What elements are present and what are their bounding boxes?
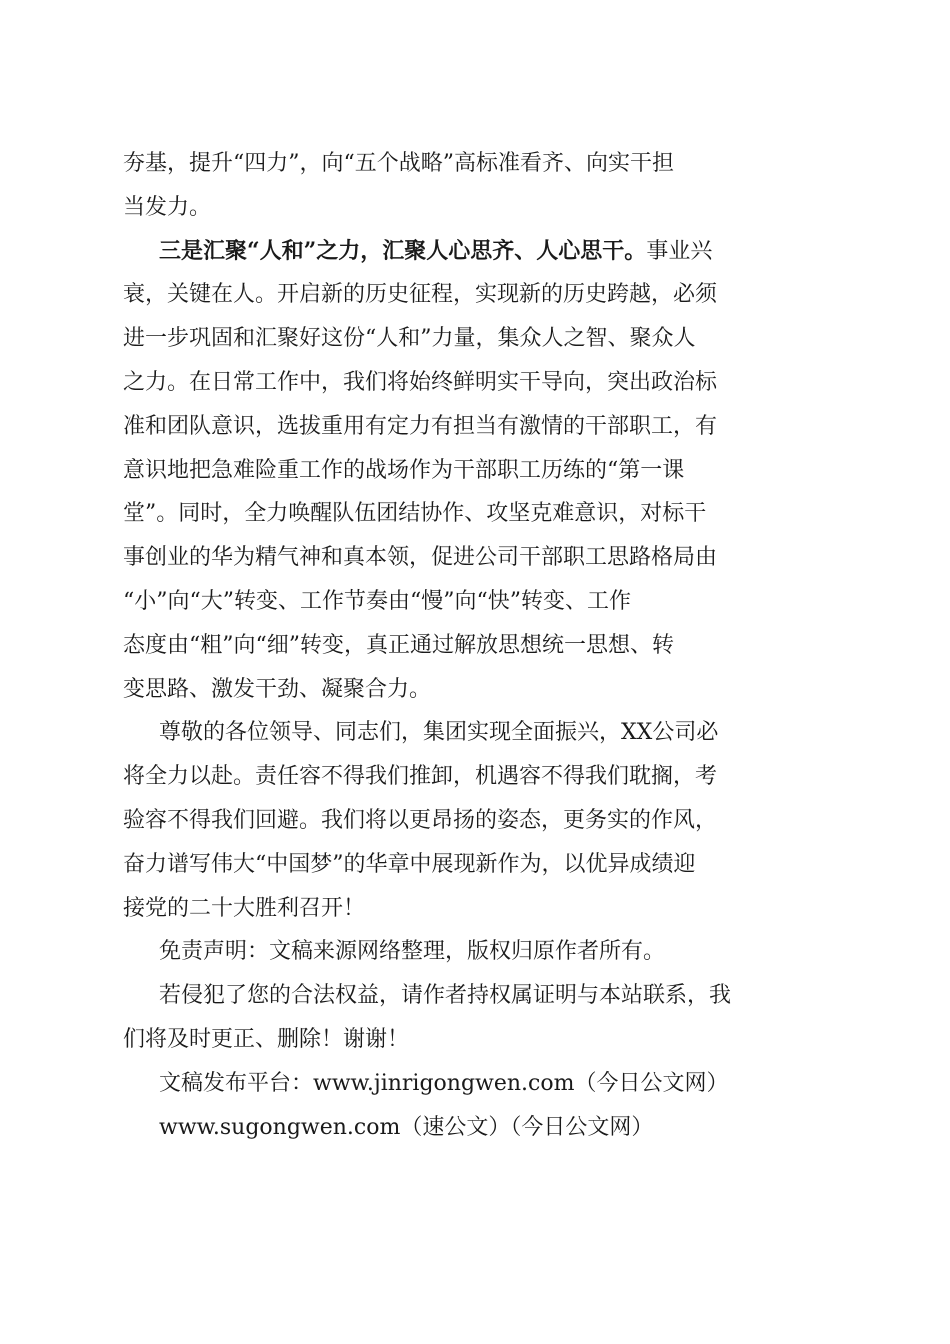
text-line: 夯基，提升“四力”，向“五个战略”高标准看齐、向实干担: [123, 151, 674, 176]
paragraph-lead-heading: 三是汇聚“人和”之力，汇聚人心思齐、人心思干。: [159, 237, 647, 264]
text-line: 尊敬的各位领导、同志们，集团实现全面振兴，XX公司必: [159, 720, 719, 746]
paragraph-publish-platform: [123, 1062, 823, 1106]
text-fragment: 事业兴: [646, 238, 713, 264]
text-line: 衰，关键在人。开启新的历史征程，实现新的历史跨越，必须: [123, 282, 718, 308]
text-line: 免责声明：文稿来源网络整理，版权归原作者所有。: [159, 939, 666, 965]
text-line: 变思路、激发干劲、凝聚合力。: [123, 676, 432, 702]
text-line: 准和团队意识，选拔重用有定力有担当有激情的干部职工，有: [123, 413, 718, 439]
text-line: 奋力谱写伟大“中国梦”的华章中展现新作为，以优异成绩迎: [123, 851, 696, 877]
text-line: 文稿发布平台：www.jinrigongwen.com（今日公文网）: [159, 1070, 729, 1096]
paragraph-infringement-notice: [123, 974, 823, 1062]
text-line: www.sugongwen.com（速公文）（今日公文网）: [159, 1114, 654, 1140]
text-line: 之力。在日常工作中，我们将始终鲜明实干导向，突出政治标: [123, 369, 718, 395]
text-line: 若侵犯了您的合法权益，请作者持权属证明与本站联系，我: [159, 983, 732, 1009]
text-line: 事创业的华为精气神和真本领，促进公司干部职工思路格局由: [123, 545, 718, 571]
text-line: 们将及时更正、删除！谢谢！: [123, 1026, 410, 1052]
text-line: 将全力以赴。责任容不得我们推卸，机遇容不得我们耽搁，考: [123, 764, 718, 790]
text-line: “小”向“大”转变、工作节奏由“慢”向“快”转变、工作: [123, 588, 631, 614]
paragraph-continuation: [123, 142, 823, 230]
text-line: 验容不得我们回避。我们将以更昂扬的姿态，更务实的作风，: [123, 807, 718, 833]
paragraph-closing: [123, 711, 823, 930]
text-line: 意识地把急难险重工作的战场作为干部职工历练的“第一课: [123, 457, 685, 483]
paragraph-renhe: [123, 230, 823, 712]
text-line: [123, 230, 823, 274]
text-line: 态度由“粗”向“细”转变，真正通过解放思想统一思想、转: [123, 632, 674, 658]
paragraph-disclaimer: [123, 930, 823, 974]
text-line: 接党的二十大胜利召开！: [123, 895, 366, 921]
text-line: 堂”。同时，全力唤醒队伍团结协作、攻坚克难意识，对标干: [123, 501, 707, 527]
text-line: 当发力。: [123, 194, 212, 220]
paragraph-site-link: [123, 1106, 823, 1150]
text-line: 进一步巩固和汇聚好这份“人和”力量，集众人之智、聚众人: [123, 326, 696, 352]
document-body: [123, 142, 823, 1149]
